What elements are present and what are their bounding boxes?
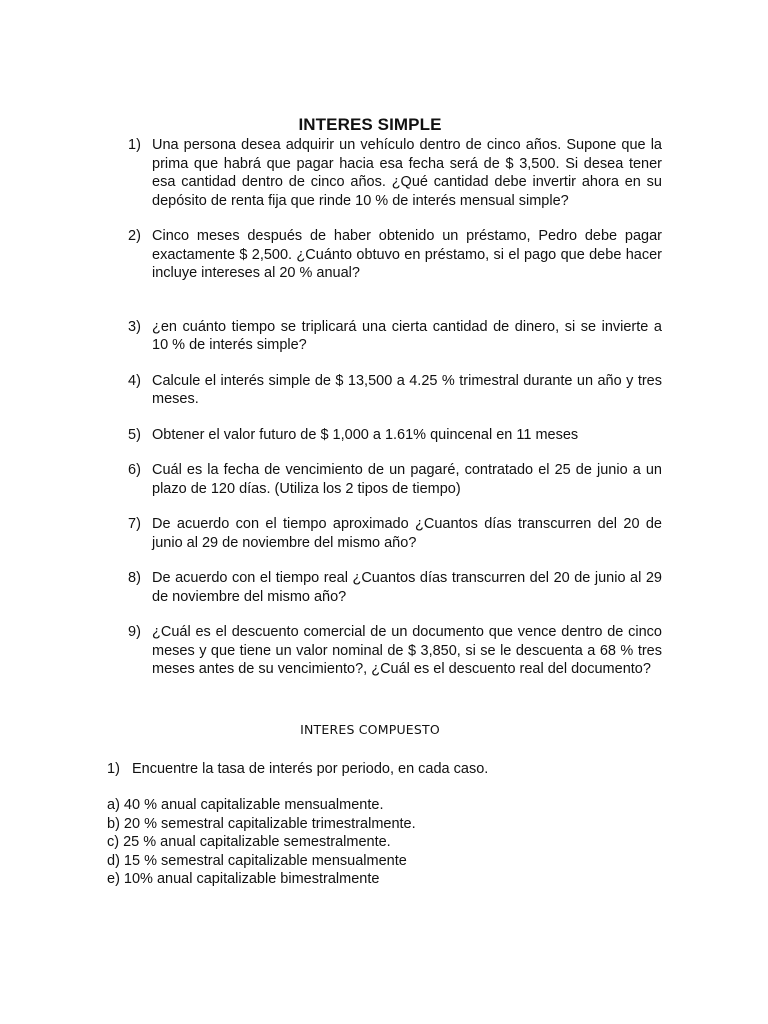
problem-number: 8) [128,570,141,586]
problem-text: ¿en cuánto tiempo se triplicará una cierta cantidad de dinero, si se invierte a 10 % de interés simple? [152,318,662,353]
problem-number: 1) [128,137,141,153]
simple-interest-problem-list [128,136,662,679]
compound-case-list [107,796,416,889]
problem-number: 7) [128,516,141,532]
problem-text: Cinco meses después de haber obtenido un préstamo, Pedro debe pagar exactamente $ 2,500. ¿Cuánto obtuvo en préstamo, si el pago que debe hacer incluye intereses al 20 % anual? [152,228,662,281]
problem-number: 3) [128,318,141,335]
problem-number: 4) [128,372,141,389]
problem-text: Cuál es la fecha de vencimiento de un pagaré, contratado el 25 de junio a un plazo de 120 días. (Utiliza los 2 tipos de tiempo) [152,462,662,497]
problem-item [128,227,662,283]
problem-item [128,136,662,210]
case-item: a) 40 % anual capitalizable mensualmente. [107,797,384,813]
case-item: e) 10% anual capitalizable bimestralmente [107,871,380,888]
section-title-simple-interest: INTERES SIMPLE [298,115,442,134]
problem-item [128,372,662,409]
case-item: b) 20 % semestral capitalizable trimestralmente. [107,815,416,832]
problem-item [128,515,662,552]
problem-text: Obtener el valor futuro de $ 1,000 a 1.61% quincenal en 11 meses [152,426,579,443]
problem-number: 9) [128,624,141,640]
problem-item [128,426,662,445]
problem-text: Calcule el interés simple de $ 13,500 a 4.25 % trimestral durante un año y tres meses. [152,372,662,407]
problem-number: 5) [128,426,141,443]
problem-item [128,318,662,355]
compound-problem-intro [107,760,488,779]
problem-text: De acuerdo con el tiempo aproximado ¿Cuantos días transcurren del 20 de junio al 29 de noviembre del mismo año? [152,516,662,551]
problem-text: ¿Cuál es el descuento comercial de un documento que vence dentro de cinco meses y que tiene un valor nominal de $ 3,850, si se le descuenta a 68 % tres meses antes de su vencimiento?, ¿Cuál es el descuento real del documento? [152,624,662,677]
case-item: d) 15 % semestral capitalizable mensualmente [107,852,407,869]
problem-text: Una persona desea adquirir un vehículo dentro de cinco años. Supone que la prima que habrá que pagar hacia esa fecha será de $ 3,500. Si desea tener esa cantidad dentro de cinco años. ¿Qué cantidad debe invertir ahora en su depósito de renta fija que rinde 10 % de interés mensual simple? [152,137,662,209]
section-title-compound-interest: INTERES COMPUESTO [300,722,440,737]
problem-number: 2) [128,228,141,244]
problem-number: 6) [128,462,141,478]
problem-text: De acuerdo con el tiempo real ¿Cuantos días transcurren del 20 de junio al 29 de noviembre del mismo año? [152,570,662,605]
problem-text: Encuentre la tasa de interés por periodo, en cada caso. [132,761,489,777]
problem-number: 1) [107,761,120,777]
case-item: c) 25 % anual capitalizable semestralmente. [107,834,391,851]
problem-item [128,623,662,679]
problem-item [128,569,662,606]
problem-item [128,461,662,498]
